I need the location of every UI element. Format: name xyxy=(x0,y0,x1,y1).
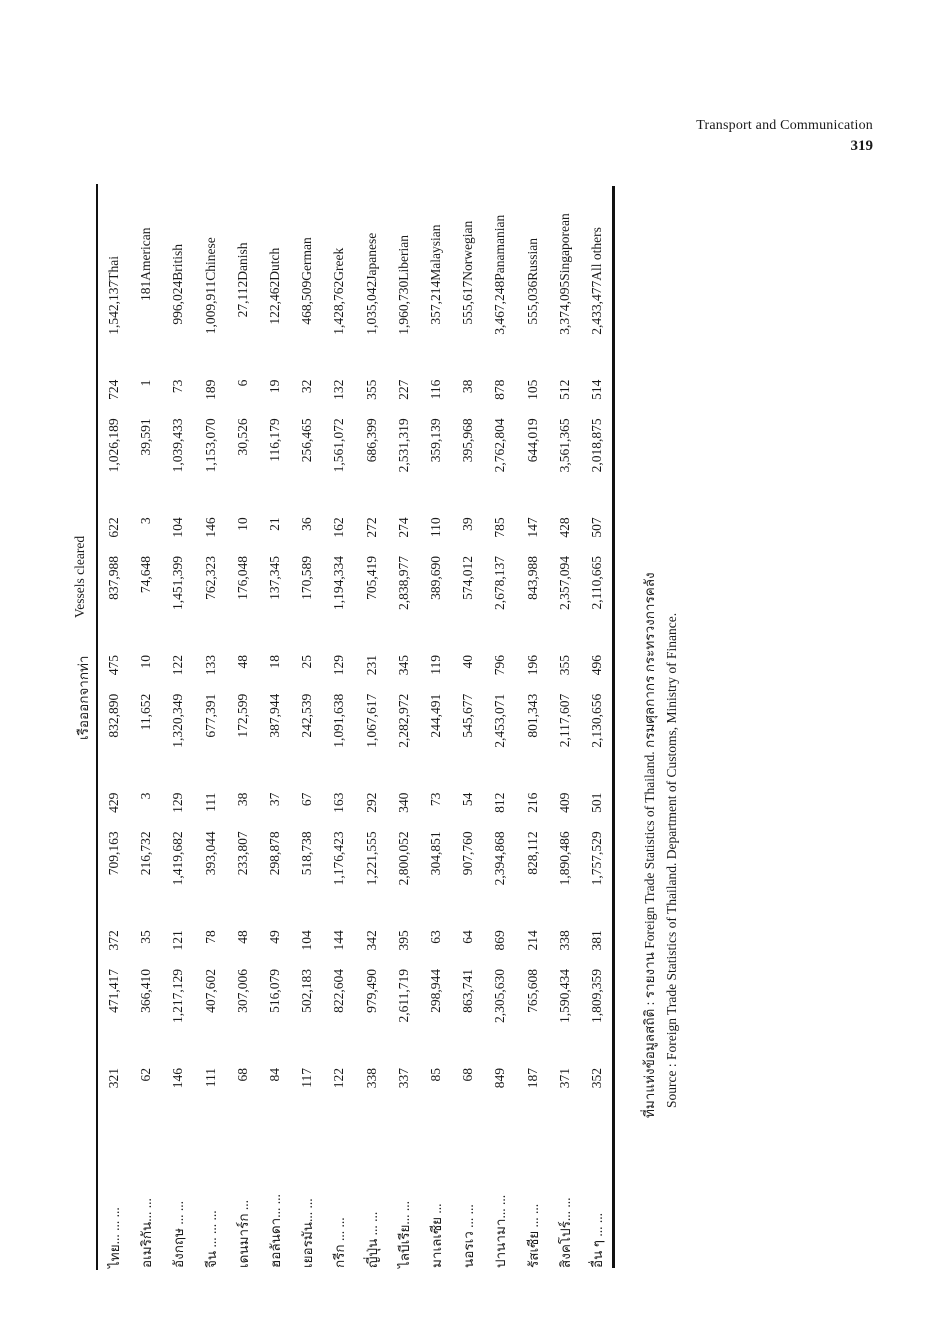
tonnage-cell: 996,024 xyxy=(170,280,186,325)
tonnage-cell: 1,960,730 xyxy=(395,280,411,335)
vessel-count-cell: 129 xyxy=(331,654,347,676)
row-label-thai: เดนมาร์ก ... xyxy=(235,1199,251,1268)
vessel-count-cell: 35 xyxy=(138,930,154,944)
vessel-count-cell: 355 xyxy=(363,379,379,400)
vessel-count-cell: 227 xyxy=(395,379,411,400)
vessel-count-cell: 122 xyxy=(331,1067,347,1089)
vessel-count-cell: 371 xyxy=(556,1067,572,1089)
table-row xyxy=(581,186,613,1268)
row-label-english: Danish xyxy=(234,242,250,281)
row-label-thai: ฮอลันดา... ... xyxy=(268,1194,284,1268)
source-thai: ที่มาแห่งข้อมูลสถิติ : รายงาน Foreign Trade Statistics of Thailand. กรมศุลกากร กระทรวงการคลัง xyxy=(642,572,657,1118)
tonnage-cell: 1,039,433 xyxy=(170,418,186,473)
tonnage-cell: 244,491 xyxy=(427,693,443,738)
row-label-english: Norwegian xyxy=(460,220,476,281)
table-row xyxy=(195,186,227,1268)
vessel-count-cell: 117 xyxy=(299,1067,315,1088)
table-row xyxy=(420,186,452,1268)
row-label-english: Panamanian xyxy=(492,214,508,281)
tonnage-cell: 181 xyxy=(138,280,154,301)
tonnage-cell: 762,323 xyxy=(202,556,218,600)
tonnage-cell: 2,130,656 xyxy=(588,693,604,748)
vessel-count-cell: 111 xyxy=(202,792,218,812)
vessel-count-cell: 352 xyxy=(588,1067,604,1089)
table-row xyxy=(162,186,194,1268)
vessel-count-cell: 340 xyxy=(395,792,411,813)
vessel-count-cell: 187 xyxy=(524,1067,540,1089)
vessel-count-cell: 163 xyxy=(331,792,347,813)
row-label-thai: จีน ... ... ... xyxy=(203,1210,219,1268)
tonnage-cell: 1,153,070 xyxy=(202,418,218,473)
table-heading xyxy=(68,186,94,1268)
tonnage-cell: 677,391 xyxy=(202,693,218,738)
tonnage-cell: 801,343 xyxy=(524,693,540,738)
row-label-thai: ปานามา... ... xyxy=(493,1194,509,1268)
row-label-thai: นอรเว ... ... xyxy=(461,1204,477,1268)
vessel-count-cell: 6 xyxy=(234,379,250,387)
row-label-english: Chinese xyxy=(202,237,218,281)
vessel-count-cell: 39 xyxy=(460,517,476,531)
row-label-english: Russian xyxy=(524,237,540,281)
tonnage-cell: 307,006 xyxy=(234,969,250,1013)
tonnage-cell: 907,760 xyxy=(460,831,476,876)
tonnage-cell: 122,462 xyxy=(267,280,283,325)
tonnage-cell: 1,561,072 xyxy=(331,418,347,473)
vessel-count-cell: 122 xyxy=(170,654,186,676)
tonnage-cell: 137,345 xyxy=(267,556,283,600)
tonnage-cell: 387,944 xyxy=(267,693,283,738)
tonnage-cell: 2,611,719 xyxy=(395,969,411,1023)
vessel-count-cell: 162 xyxy=(331,517,347,538)
row-label-english: Liberian xyxy=(395,235,411,281)
tonnage-cell: 1,067,617 xyxy=(363,693,379,748)
row-label-english: Singaporean xyxy=(556,213,572,281)
tonnage-cell: 74,648 xyxy=(138,556,154,594)
vessel-count-cell: 849 xyxy=(492,1067,508,1089)
vessel-count-cell: 1 xyxy=(138,379,154,387)
row-label-thai: กรีก ... ... xyxy=(332,1217,348,1268)
tonnage-cell: 2,018,875 xyxy=(588,418,604,473)
vessel-count-cell: 144 xyxy=(331,930,347,951)
running-head: Transport and Communication xyxy=(696,118,873,133)
tonnage-cell: 389,690 xyxy=(427,556,443,600)
tonnage-cell: 468,509 xyxy=(299,280,315,325)
vessel-count-cell: 63 xyxy=(427,930,443,944)
vessel-count-cell: 67 xyxy=(299,792,315,807)
table-row xyxy=(98,186,130,1268)
vessel-count-cell: 19 xyxy=(267,379,283,394)
vessel-count-cell: 110 xyxy=(427,517,443,538)
row-label-english: Dutch xyxy=(267,247,283,281)
vessel-count-cell: 32 xyxy=(299,379,315,394)
vessel-count-cell: 869 xyxy=(492,930,508,951)
heading-english: Vessels cleared xyxy=(72,535,87,618)
vessel-count-cell: 36 xyxy=(299,517,315,531)
vessel-count-cell: 121 xyxy=(170,930,186,951)
tonnage-cell: 216,732 xyxy=(138,831,154,876)
row-label-english: Malaysian xyxy=(427,224,443,281)
vessel-count-cell: 274 xyxy=(395,517,411,538)
vessel-count-cell: 428 xyxy=(556,517,572,538)
vessel-count-cell: 38 xyxy=(234,792,250,807)
row-label-english: American xyxy=(138,227,154,281)
vessel-count-cell: 68 xyxy=(460,1067,476,1082)
tonnage-cell: 555,036 xyxy=(524,280,540,325)
vessel-count-cell: 512 xyxy=(556,379,572,400)
vessel-count-cell: 345 xyxy=(395,654,411,676)
tonnage-cell: 170,589 xyxy=(299,556,315,600)
tonnage-cell: 2,838,977 xyxy=(395,556,411,611)
vessel-count-cell: 514 xyxy=(588,379,604,400)
tonnage-cell: 1,221,555 xyxy=(363,831,379,886)
vessel-count-cell: 133 xyxy=(202,654,218,676)
row-label-thai: รัสเซีย ... ... xyxy=(525,1203,541,1268)
tonnage-cell: 2,394,868 xyxy=(492,831,508,886)
vessel-count-cell: 216 xyxy=(524,792,540,813)
row-label-thai: อังกฤษ ... ... xyxy=(171,1201,187,1268)
row-label-english: Japanese xyxy=(363,232,379,281)
tonnage-cell: 765,608 xyxy=(524,969,540,1013)
vessel-count-cell: 49 xyxy=(267,930,283,944)
tonnage-cell: 518,738 xyxy=(299,831,315,876)
table-row xyxy=(452,186,484,1268)
table-row xyxy=(323,186,355,1268)
vessel-count-cell: 38 xyxy=(460,379,476,394)
tonnage-cell: 176,048 xyxy=(234,556,250,600)
tonnage-cell: 298,878 xyxy=(267,831,283,876)
table-row xyxy=(484,186,516,1268)
tonnage-cell: 2,762,804 xyxy=(492,418,508,473)
row-label-english: German xyxy=(299,237,315,281)
tonnage-cell: 2,531,319 xyxy=(395,418,411,473)
tonnage-cell: 30,526 xyxy=(234,418,250,456)
vessel-count-cell: 146 xyxy=(202,517,218,538)
tonnage-cell: 863,741 xyxy=(460,969,476,1013)
tonnage-cell: 3,374,095 xyxy=(556,280,572,335)
vessel-count-cell: 129 xyxy=(170,792,186,813)
tonnage-cell: 828,112 xyxy=(524,831,540,875)
vessel-count-cell: 104 xyxy=(170,517,186,538)
tonnage-cell: 1,217,129 xyxy=(170,969,186,1024)
vessel-count-cell: 62 xyxy=(138,1067,154,1082)
tonnage-cell: 837,988 xyxy=(106,556,122,600)
tonnage-cell: 27,112 xyxy=(234,280,250,318)
vessel-count-cell: 3 xyxy=(138,792,154,800)
tonnage-cell: 979,490 xyxy=(363,969,379,1013)
vessels-cleared-table xyxy=(98,186,613,1268)
tonnage-cell: 1,419,682 xyxy=(170,831,186,886)
tonnage-cell: 2,800,052 xyxy=(395,831,411,886)
tonnage-cell: 11,652 xyxy=(138,693,154,731)
vessel-count-cell: 48 xyxy=(234,654,250,669)
vessel-count-cell: 116 xyxy=(427,379,443,400)
tonnage-cell: 2,357,094 xyxy=(556,556,572,611)
vessel-count-cell: 812 xyxy=(492,792,508,813)
tonnage-cell: 1,590,434 xyxy=(556,969,572,1024)
vessel-count-cell: 78 xyxy=(202,930,218,944)
tonnage-cell: 233,807 xyxy=(234,831,250,876)
tonnage-cell: 3,561,365 xyxy=(556,418,572,473)
vessel-count-cell: 381 xyxy=(588,930,604,951)
tonnage-cell: 1,009,911 xyxy=(202,280,218,335)
vessel-count-cell: 214 xyxy=(524,930,540,951)
tonnage-cell: 2,678,137 xyxy=(492,556,508,611)
table-row xyxy=(130,186,162,1268)
tonnage-cell: 1,451,399 xyxy=(170,556,186,611)
vessel-count-cell: 395 xyxy=(395,930,411,951)
tonnage-cell: 2,110,665 xyxy=(588,556,604,610)
vessel-count-cell: 501 xyxy=(588,792,604,813)
tonnage-cell: 304,851 xyxy=(427,831,443,876)
vessel-count-cell: 785 xyxy=(492,517,508,538)
vessel-count-cell: 338 xyxy=(363,1067,379,1089)
row-label-english: Greek xyxy=(331,247,347,281)
vessel-count-cell: 355 xyxy=(556,654,572,676)
table-row xyxy=(549,186,581,1268)
tonnage-cell: 2,305,630 xyxy=(492,969,508,1024)
vessel-count-cell: 73 xyxy=(427,792,443,807)
vessel-count-cell: 18 xyxy=(267,654,283,669)
table-row xyxy=(356,186,388,1268)
table-row xyxy=(516,186,548,1268)
vessel-count-cell: 68 xyxy=(234,1067,250,1082)
tonnage-cell: 298,944 xyxy=(427,969,443,1013)
vessel-count-cell: 48 xyxy=(234,930,250,944)
tonnage-cell: 471,417 xyxy=(106,969,122,1013)
vessel-count-cell: 147 xyxy=(524,517,540,538)
page-header xyxy=(696,118,873,155)
tonnage-cell: 2,433,477 xyxy=(588,280,604,335)
vessel-count-cell: 73 xyxy=(170,379,186,394)
tonnage-cell: 2,282,972 xyxy=(395,693,411,748)
tonnage-cell: 366,410 xyxy=(138,969,154,1013)
vessel-count-cell: 40 xyxy=(460,654,476,669)
tonnage-cell: 116,179 xyxy=(267,418,283,462)
source-english: Source : Foreign Trade Statistics of Thailand. Department of Customs, Ministry of Finance. xyxy=(664,612,679,1108)
vessel-count-cell: 21 xyxy=(267,517,283,531)
vessel-count-cell: 321 xyxy=(106,1067,122,1089)
vessel-count-cell: 409 xyxy=(556,792,572,813)
tonnage-cell: 832,890 xyxy=(106,693,122,738)
vessel-count-cell: 3 xyxy=(138,517,154,525)
heading-thai: เรือออกจากท่า xyxy=(76,655,91,740)
tonnage-cell: 644,019 xyxy=(524,418,540,463)
page-number: 319 xyxy=(850,138,873,154)
tonnage-cell: 1,890,486 xyxy=(556,831,572,886)
tonnage-cell: 1,026,189 xyxy=(106,418,122,473)
tonnage-cell: 555,617 xyxy=(460,280,476,325)
row-label-thai: อื่น ๆ ... ... xyxy=(589,1213,605,1268)
vessel-count-cell: 342 xyxy=(363,930,379,951)
vessel-count-cell: 10 xyxy=(234,517,250,531)
row-label-english: British xyxy=(170,243,186,281)
vessel-count-cell: 507 xyxy=(588,517,604,538)
tonnage-cell: 357,214 xyxy=(427,280,443,325)
source-note-region xyxy=(620,186,700,1268)
tonnage-cell: 1,194,334 xyxy=(331,556,347,611)
table-row xyxy=(227,186,259,1268)
vessel-count-cell: 85 xyxy=(427,1067,443,1082)
tonnage-cell: 2,453,071 xyxy=(492,693,508,748)
row-label-thai: เยอรมัน... ... xyxy=(300,1198,316,1268)
tonnage-cell: 516,079 xyxy=(267,969,283,1013)
vessel-count-cell: 337 xyxy=(395,1067,411,1089)
tonnage-cell: 843,988 xyxy=(524,556,540,600)
vessel-count-cell: 429 xyxy=(106,792,122,813)
tonnage-cell: 3,467,248 xyxy=(492,280,508,335)
row-label-thai: สิงคโปร์... ... xyxy=(557,1197,573,1268)
vessel-count-cell: 338 xyxy=(556,930,572,951)
tonnage-cell: 393,044 xyxy=(202,831,218,876)
vessel-count-cell: 372 xyxy=(106,930,122,951)
tonnage-cell: 502,183 xyxy=(299,969,315,1013)
table-row xyxy=(388,186,420,1268)
vessel-count-cell: 37 xyxy=(267,792,283,807)
vessel-count-cell: 231 xyxy=(363,654,379,676)
tonnage-cell: 705,419 xyxy=(363,556,379,600)
vessel-count-cell: 111 xyxy=(202,1067,218,1088)
vessel-count-cell: 724 xyxy=(106,379,122,400)
tonnage-cell: 1,320,349 xyxy=(170,693,186,748)
vessel-count-cell: 104 xyxy=(299,930,315,951)
tonnage-cell: 1,035,042 xyxy=(363,280,379,335)
vessel-count-cell: 84 xyxy=(267,1067,283,1082)
tonnage-cell: 1,809,359 xyxy=(588,969,604,1024)
tonnage-cell: 1,091,638 xyxy=(331,693,347,748)
tonnage-cell: 256,465 xyxy=(299,418,315,463)
vessel-count-cell: 475 xyxy=(106,654,122,676)
vessel-count-cell: 54 xyxy=(460,792,476,807)
vessel-count-cell: 622 xyxy=(106,517,122,538)
vessel-count-cell: 146 xyxy=(170,1067,186,1089)
table-row xyxy=(291,186,323,1268)
vessel-count-cell: 496 xyxy=(588,654,604,676)
tonnage-cell: 1,542,137 xyxy=(106,280,122,335)
tonnage-cell: 1,757,529 xyxy=(588,831,604,886)
vessel-count-cell: 132 xyxy=(331,379,347,400)
tonnage-cell: 242,539 xyxy=(299,693,315,738)
tonnage-cell: 395,968 xyxy=(460,418,476,463)
rotated-table-region xyxy=(72,186,608,1268)
vessel-count-cell: 272 xyxy=(363,517,379,538)
tonnage-cell: 545,677 xyxy=(460,693,476,738)
row-label-english: All others xyxy=(588,227,604,281)
tonnage-cell: 407,602 xyxy=(202,969,218,1013)
tonnage-cell: 1,428,762 xyxy=(331,280,347,335)
tonnage-cell: 574,012 xyxy=(460,556,476,600)
vessel-count-cell: 25 xyxy=(299,654,315,669)
vessel-count-cell: 119 xyxy=(427,654,443,675)
vessel-count-cell: 189 xyxy=(202,379,218,400)
vessel-count-cell: 878 xyxy=(492,379,508,400)
vessel-count-cell: 196 xyxy=(524,654,540,676)
tonnage-cell: 359,139 xyxy=(427,418,443,463)
tonnage-cell: 1,176,423 xyxy=(331,831,347,886)
row-label-english: Thai xyxy=(106,255,122,281)
row-label-thai: อเมริกัน... ... xyxy=(139,1198,155,1268)
vessel-count-cell: 10 xyxy=(138,654,154,669)
tonnage-cell: 2,117,607 xyxy=(556,693,572,748)
tonnage-cell: 172,599 xyxy=(234,693,250,738)
vessel-count-cell: 796 xyxy=(492,654,508,676)
table-row xyxy=(259,186,291,1268)
vessel-count-cell: 292 xyxy=(363,792,379,813)
tonnage-cell: 686,399 xyxy=(363,418,379,463)
row-label-thai: ไทย... ... ... xyxy=(107,1207,123,1268)
row-label-thai: ไลบีเรีย... ... xyxy=(396,1200,412,1268)
row-label-thai: ญี่ปุ่น ... ... xyxy=(364,1211,380,1268)
row-label-thai: มาเลเซีย ... xyxy=(428,1203,444,1268)
tonnage-cell: 822,604 xyxy=(331,969,347,1013)
tonnage-cell: 39,591 xyxy=(138,418,154,456)
vessel-count-cell: 64 xyxy=(460,930,476,944)
vessel-count-cell: 105 xyxy=(524,379,540,400)
tonnage-cell: 709,163 xyxy=(106,831,122,876)
